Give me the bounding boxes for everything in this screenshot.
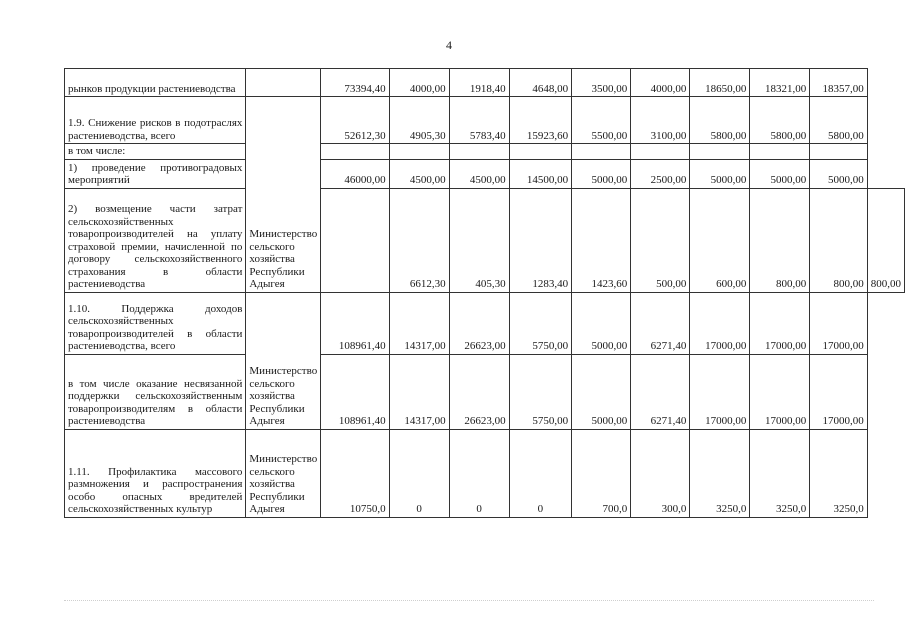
value-cell: 17000,00: [810, 292, 867, 354]
value-cell: 600,00: [690, 188, 750, 292]
value-cell: 0: [509, 429, 572, 517]
value-cell: 4000,00: [389, 69, 449, 97]
value-cell: 4000,00: [631, 69, 690, 97]
table-row: [65, 292, 905, 354]
value-cell: [810, 144, 867, 160]
value-cell: 0: [389, 429, 449, 517]
value-cell: 26623,00: [449, 292, 509, 354]
value-cell: 800,00: [867, 188, 904, 292]
value-cell: 500,00: [631, 188, 690, 292]
table-row: [65, 159, 905, 188]
value-cell: 14500,00: [509, 159, 572, 188]
value-cell: 18650,00: [690, 69, 750, 97]
value-cell: 1918,40: [449, 69, 509, 97]
value-cell: 5000,00: [750, 159, 810, 188]
value-cell: 17000,00: [690, 354, 750, 429]
value-cell: 2500,00: [631, 159, 690, 188]
value-cell: 300,0: [631, 429, 690, 517]
value-cell: 15923,60: [509, 97, 572, 144]
value-cell: 17000,00: [750, 354, 810, 429]
executor-cell-empty: [246, 69, 321, 97]
row-description: в том числе оказание несвязанной поддержки сельскохозяйственным товаропроизводителям в области растениеводства: [65, 354, 246, 429]
value-cell: 700,0: [572, 429, 631, 517]
value-cell: 52612,30: [321, 97, 389, 144]
value-cell: [572, 144, 631, 160]
value-cell: 3250,0: [810, 429, 867, 517]
value-cell: 108961,40: [321, 292, 389, 354]
row-description: рынков продукции растениеводства: [65, 69, 246, 97]
value-cell: 5000,00: [572, 159, 631, 188]
value-cell: 17000,00: [690, 292, 750, 354]
table-row: [65, 188, 905, 292]
value-cell: 5000,00: [810, 159, 867, 188]
table-row: [65, 429, 905, 517]
value-cell: [631, 144, 690, 160]
value-cell: 5800,00: [690, 97, 750, 144]
value-cell: 4500,00: [389, 159, 449, 188]
value-cell: 26623,00: [449, 354, 509, 429]
value-cell: 1283,40: [509, 188, 572, 292]
value-cell: 5000,00: [572, 354, 631, 429]
value-cell: 17000,00: [750, 292, 810, 354]
value-cell: 5500,00: [572, 97, 631, 144]
value-cell: 14317,00: [389, 292, 449, 354]
value-cell: 5750,00: [509, 354, 572, 429]
value-cell: 6271,40: [631, 354, 690, 429]
value-cell: 3100,00: [631, 97, 690, 144]
value-cell: [690, 144, 750, 160]
value-cell: 5000,00: [690, 159, 750, 188]
executor-cell-empty: [321, 188, 389, 292]
value-cell: 5750,00: [509, 292, 572, 354]
value-cell: 1423,60: [572, 188, 631, 292]
table-row: [65, 144, 905, 160]
value-cell: 5800,00: [810, 97, 867, 144]
value-cell: 4500,00: [449, 159, 509, 188]
value-cell: 3250,0: [750, 429, 810, 517]
value-cell: 108961,40: [321, 354, 389, 429]
value-cell: 4905,30: [389, 97, 449, 144]
value-cell: [321, 144, 389, 160]
value-cell: 5783,40: [449, 97, 509, 144]
value-cell: 6612,30: [389, 188, 449, 292]
executor-cell: Министерство сельского хозяйства Республики Адыгея: [246, 97, 321, 293]
value-cell: 4648,00: [509, 69, 572, 97]
table-row: [65, 69, 905, 97]
row-description: 1) проведение противоградовых мероприятий: [65, 159, 246, 188]
scan-dotted-line: [64, 600, 874, 602]
row-description: в том числе:: [65, 144, 246, 160]
value-cell: 3500,00: [572, 69, 631, 97]
value-cell: 800,00: [810, 188, 867, 292]
row-description: 2) возмещение части затрат сельскохозяйственных товаропроизводителей на уплату страховой премии, начисленной по договору сельскохозяйственного страхования в области растениеводства: [65, 188, 246, 292]
page-number: 4: [446, 38, 452, 52]
value-cell: 73394,40: [321, 69, 389, 97]
value-cell: 800,00: [750, 188, 810, 292]
value-cell: 18357,00: [810, 69, 867, 97]
value-cell: 6271,40: [631, 292, 690, 354]
table-row: [65, 97, 905, 144]
executor-cell: Министерство сельского хозяйства Республики Адыгея: [246, 292, 321, 429]
value-cell: 405,30: [449, 188, 509, 292]
value-cell: [750, 144, 810, 160]
row-description: 1.10. Поддержка доходов сельскохозяйственных товаропроизводителей в области растениеводства, всего: [65, 292, 246, 354]
value-cell: 14317,00: [389, 354, 449, 429]
value-cell: 3250,0: [690, 429, 750, 517]
value-cell: [509, 144, 572, 160]
value-cell: 10750,0: [321, 429, 389, 517]
value-cell: [449, 144, 509, 160]
value-cell: 17000,00: [810, 354, 867, 429]
value-cell: 46000,00: [321, 159, 389, 188]
budget-table: [64, 68, 905, 518]
value-cell: 0: [449, 429, 509, 517]
row-description: 1.11. Профилактика массового размножения и распространения особо опасных вредителей сельскохозяйственных культур: [65, 429, 246, 517]
value-cell: [389, 144, 449, 160]
table-row: [65, 354, 905, 429]
row-description: 1.9. Снижение рисков в подотраслях растениеводства, всего: [65, 97, 246, 144]
value-cell: 5000,00: [572, 292, 631, 354]
value-cell: 5800,00: [750, 97, 810, 144]
executor-cell: Министерство сельского хозяйства Республики Адыгея: [246, 429, 321, 517]
value-cell: 18321,00: [750, 69, 810, 97]
